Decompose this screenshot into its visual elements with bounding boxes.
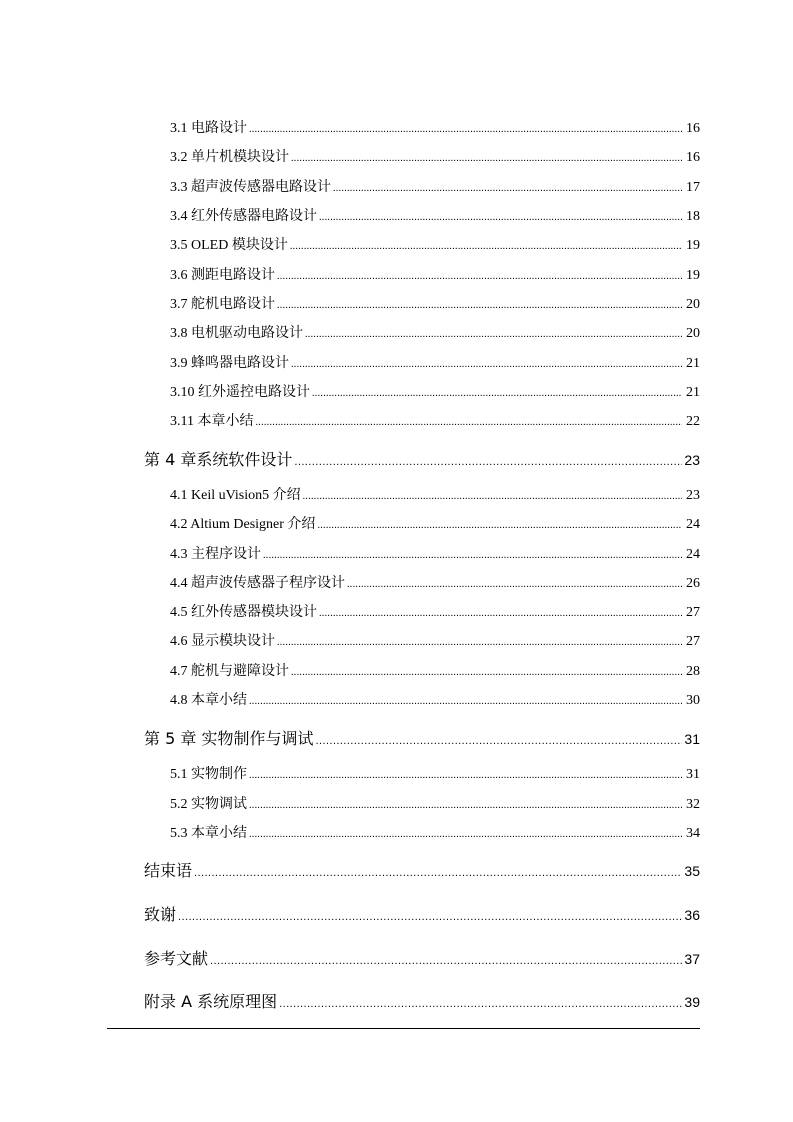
dot-leader (294, 452, 682, 474)
dot-leader (249, 692, 682, 712)
dot-leader (277, 296, 682, 316)
toc-entry-page: 28 (686, 664, 700, 679)
dot-leader (303, 487, 682, 507)
toc-chapter-entry[interactable] (144, 728, 700, 750)
toc-entry-page: 21 (686, 385, 700, 400)
toc-entry-page: 31 (686, 767, 700, 782)
toc-entry-label: 4.4 超声波传感器子程序设计 (170, 576, 345, 591)
toc-entry[interactable] (170, 632, 700, 652)
toc-entry-page: 23 (686, 488, 700, 503)
toc-chapter-label: 第 4 章系统软件设计 (144, 450, 293, 469)
toc-entry[interactable] (170, 207, 700, 227)
toc-entry[interactable] (170, 295, 700, 315)
toc-chapter-entry[interactable] (144, 449, 700, 471)
toc-entry[interactable] (170, 515, 700, 535)
toc-chapter-page: 39 (684, 994, 700, 1010)
toc-entry-page: 24 (686, 547, 700, 562)
toc-entry-page: 27 (686, 605, 700, 620)
toc-entry-label: 3.7 舵机电路设计 (170, 297, 275, 312)
toc-entry[interactable] (170, 236, 700, 256)
toc-entry[interactable] (170, 119, 700, 139)
toc-entry[interactable] (170, 765, 700, 785)
dot-leader (312, 384, 682, 404)
toc-chapter-label: 结束语 (144, 861, 193, 880)
toc-entry-page: 26 (686, 576, 700, 591)
dot-leader (255, 413, 682, 433)
toc-chapter-label: 参考文献 (144, 949, 209, 968)
toc-entry-label: 3.1 电路设计 (170, 121, 247, 136)
toc-chapter-page: 35 (684, 863, 700, 879)
dot-leader (277, 633, 682, 653)
toc-entry[interactable] (170, 603, 700, 623)
toc-entry-label: 3.10 红外遥控电路设计 (170, 385, 310, 400)
toc-entry[interactable] (170, 383, 700, 403)
toc-entry-page: 16 (686, 121, 700, 136)
toc-chapter-page: 36 (684, 907, 700, 923)
toc-entry-label: 3.9 蜂鸣器电路设计 (170, 356, 289, 371)
toc-chapter-page: 23 (684, 452, 700, 468)
toc-chapter-entry[interactable] (144, 948, 700, 970)
toc-entry-label: 4.8 本章小结 (170, 693, 247, 708)
toc-entry-label: 5.2 实物调试 (170, 797, 247, 812)
dot-leader (317, 516, 682, 536)
toc-entry[interactable] (170, 324, 700, 344)
toc-chapter-page: 37 (684, 951, 700, 967)
dot-leader (194, 863, 682, 885)
dot-leader (210, 951, 682, 973)
toc-entry[interactable] (170, 486, 700, 506)
toc-entry-label: 3.4 红外传感器电路设计 (170, 209, 317, 224)
toc-entry[interactable] (170, 148, 700, 168)
dot-leader (249, 825, 682, 845)
dot-leader (333, 179, 682, 199)
toc-entry-page: 19 (686, 268, 700, 283)
dot-leader (263, 546, 682, 566)
dot-leader (319, 604, 682, 624)
dot-leader (315, 731, 682, 753)
toc-entry-label: 4.1 Keil uVision5 介绍 (170, 488, 301, 503)
toc-entry-page: 18 (686, 209, 700, 224)
toc-entry-page: 21 (686, 356, 700, 371)
toc-entry-label: 4.3 主程序设计 (170, 547, 261, 562)
footer-divider (107, 1028, 700, 1029)
toc-entry-page: 24 (686, 517, 700, 532)
toc-entry-label: 3.6 测距电路设计 (170, 268, 275, 283)
toc-entry-label: 3.3 超声波传感器电路设计 (170, 180, 331, 195)
dot-leader (249, 120, 682, 140)
toc-entry-page: 34 (686, 826, 700, 841)
toc-chapter-label: 附录 A 系统原理图 (144, 992, 278, 1011)
dot-leader (178, 907, 682, 929)
toc-entry-label: 4.2 Altium Designer 介绍 (170, 517, 316, 532)
toc-entry-page: 22 (686, 414, 700, 429)
dot-leader (291, 149, 682, 169)
dot-leader (279, 994, 682, 1016)
dot-leader (319, 208, 682, 228)
toc-entry-label: 4.6 显示模块设计 (170, 634, 275, 649)
toc-entry-page: 27 (686, 634, 700, 649)
toc-entry-label: 3.5 OLED 模块设计 (170, 238, 288, 253)
toc-entry-label: 3.11 本章小结 (170, 414, 254, 429)
toc-chapter-entry[interactable] (144, 860, 700, 882)
toc-entry[interactable] (170, 545, 700, 565)
toc-entry[interactable] (170, 412, 700, 432)
dot-leader (249, 796, 682, 816)
toc-entry[interactable] (170, 662, 700, 682)
toc-entry-label: 3.8 电机驱动电路设计 (170, 326, 303, 341)
dot-leader (305, 325, 682, 345)
toc-entry-label: 3.2 单片机模块设计 (170, 150, 289, 165)
toc-entry[interactable] (170, 354, 700, 374)
toc-entry-label: 5.3 本章小结 (170, 826, 247, 841)
toc-entry[interactable] (170, 824, 700, 844)
toc-entry-page: 20 (686, 297, 700, 312)
toc-entry-page: 16 (686, 150, 700, 165)
toc-chapter-entry[interactable] (144, 904, 700, 926)
dot-leader (277, 267, 682, 287)
dot-leader (291, 663, 682, 683)
toc-entry-label: 4.7 舵机与避障设计 (170, 664, 289, 679)
toc-entry-page: 19 (686, 238, 700, 253)
toc-entry[interactable] (170, 178, 700, 198)
toc-entry[interactable] (170, 691, 700, 711)
toc-entry-page: 30 (686, 693, 700, 708)
toc-chapter-entry[interactable] (144, 991, 700, 1013)
toc-entry-page: 32 (686, 797, 700, 812)
toc-chapter-label: 第 5 章 实物制作与调试 (144, 729, 314, 748)
toc-chapter-label: 致谢 (144, 905, 177, 924)
dot-leader (291, 355, 682, 375)
dot-leader (290, 237, 682, 257)
toc-entry-label: 5.1 实物制作 (170, 767, 247, 782)
toc-entry-page: 20 (686, 326, 700, 341)
toc-entry[interactable] (170, 266, 700, 286)
toc-chapter-page: 31 (684, 731, 700, 747)
dot-leader (249, 766, 682, 786)
toc-entry-label: 4.5 红外传感器模块设计 (170, 605, 317, 620)
toc-entry-page: 17 (686, 180, 700, 195)
dot-leader (347, 575, 682, 595)
toc-entry[interactable] (170, 574, 700, 594)
toc-entry[interactable] (170, 795, 700, 815)
